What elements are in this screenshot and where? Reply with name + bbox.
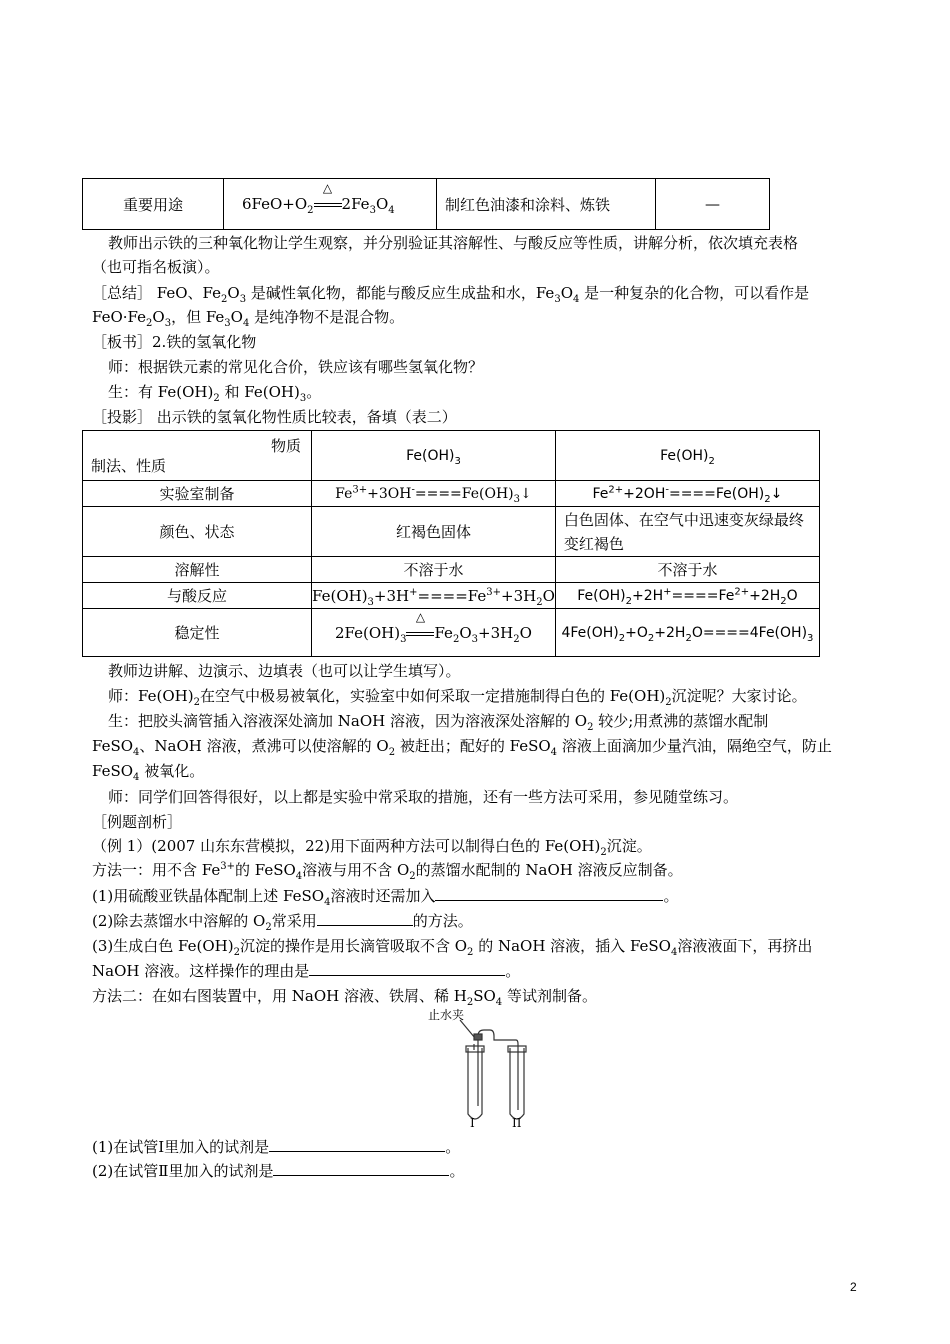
prep-feoh3: $Fe^{3+}+3OH^-====Fe(OH)_3↓$	[312, 481, 556, 507]
corner-bottom: 制法、性质	[91, 457, 167, 475]
para2-4: FeSO$_4$、NaOH 溶液，煮沸可以使溶解的 $O_2$ 被赶出；配好的 FeSO$_4$ 溶液上面滴加少量汽油，隔绝空气，防止	[92, 737, 832, 758]
sol-feoh3: 不溶于水	[312, 557, 556, 583]
eq-text: 6FeO+O	[242, 195, 308, 213]
eq-text: 2Fe	[341, 195, 370, 213]
answer-blank[interactable]	[273, 1161, 449, 1176]
para2-6: 师：同学们回答得很好，以上都是实验中常采取的措施，还有一些方法可采用，参见随堂练习。	[108, 788, 739, 806]
answer-blank[interactable]	[269, 1137, 445, 1152]
para2-5: FeSO$_4$ 被氧化。	[92, 762, 205, 783]
tube-1-label: I	[470, 1116, 475, 1130]
row-label: 溶解性	[83, 557, 312, 583]
para2-7: ［例题剖析］	[92, 813, 183, 831]
example-1: （例 1）(2007 山东东营模拟，22)用下面两种方法可以制得白色的 $Fe(OH)_2$沉淀。	[92, 837, 652, 858]
top-table	[82, 178, 770, 230]
question-2: (2)除去蒸馏水中溶解的 $O_2$常采用 的方法。	[92, 912, 473, 933]
apparatus-figure	[420, 1006, 540, 1134]
row-label: 与酸反应	[83, 583, 312, 609]
method-2: 方法二：在如右图装置中，用 NaOH 溶液、铁屑、稀 $H_2SO_4$ 等试剂制备。	[92, 987, 597, 1008]
question-3: (3)生成白色 $Fe(OH)_2$沉淀的操作是用长滴管吸取不含 $O_2$ 的 NaOH 溶液，插入 FeSO$_4$溶液液面下，再挤出	[92, 937, 813, 958]
acid-feoh3: $Fe(OH)_3+3H^+====Fe^{3+}+3H_2O$	[312, 583, 556, 609]
para-5: 师：根据铁元素的常见化合价，铁应该有哪些氢氧化物？	[108, 358, 484, 376]
tube-2-label: II	[512, 1116, 522, 1130]
heat-arrow: △	[314, 195, 342, 213]
stab-feoh2: $4Fe(OH)_2+O_2+2H_2O====4Fe(OH)_3$	[555, 609, 819, 657]
usage-label: 重要用途	[83, 179, 224, 230]
method-1: 方法一：用不含 $Fe^{3+}$的 FeSO$_4$溶液与用不含 $O_2$的蒸馏水配制的 NaOH 溶液反应制备。	[92, 861, 683, 882]
answer-blank[interactable]	[435, 886, 663, 901]
para-2: ［总结］ FeO、$Fe_2O_3$ 是碱性氧化物，都能与酸反应生成盐和水，$Fe_3O_4$ 是一种复杂的化合物，可以看作是	[92, 284, 810, 305]
row-label: 实验室制备	[83, 481, 312, 507]
question-1: (1)用硫酸亚铁晶体配制上述 FeSO$_4$溶液时还需加入 。	[92, 887, 679, 908]
fe3o4-usage: —	[656, 179, 770, 230]
para-3: $FeO\cdot Fe_2O_3$，但 $Fe_3O_4$ 是纯净物不是混合物。	[92, 308, 405, 329]
fe2o3-usage: 制红色油漆和涂料、炼铁	[437, 179, 656, 230]
para2-1: 教师边讲解、边演示、边填表（也可以让学生填写）。	[108, 662, 461, 680]
clamp-label: 止水夹	[428, 1008, 465, 1022]
para-1: 教师出示铁的三种氧化物让学生观察，并分别验证其溶解性、与酸反应等性质，讲解分析，依次填充表格	[108, 234, 799, 252]
row-label: 颜色、状态	[83, 507, 312, 557]
table-corner	[83, 431, 312, 481]
question-5: (2)在试管Ⅱ里加入的试剂是 。	[92, 1162, 465, 1180]
heat-arrow: △	[406, 624, 434, 642]
acid-feoh2: $Fe(OH)_2+2H^+====Fe^{2+}+2H_2O$	[555, 583, 819, 609]
hydroxide-table	[82, 430, 820, 657]
question-4: (1)在试管Ⅰ里加入的试剂是 。	[92, 1138, 461, 1156]
row-label: 稳定性	[83, 609, 312, 657]
apparatus-drawing	[420, 1006, 540, 1134]
para-1b: （也可指名板演）。	[92, 258, 220, 276]
para-4: ［板书］2.铁的氢氧化物	[92, 333, 257, 351]
para2-2: 师：$Fe(OH)_2$在空气中极易被氧化，实验室中如何采取一定措施制得白色的 $Fe(OH)_2$沉淀呢？大家讨论。	[108, 687, 807, 708]
color-feoh2: 白色固体、在空气中迅速变灰绿最终 变红褐色	[555, 507, 819, 557]
prep-feoh2: $Fe^{2+}+2OH^-====Fe(OH)_2↓$	[555, 481, 819, 507]
color-feoh3: 红褐色固体	[312, 507, 556, 557]
feo-usage: $6FeO+O_2$ △ $2Fe_3O_4$	[224, 179, 437, 230]
col-feoh3: $Fe(OH)_3$	[312, 431, 556, 481]
col-feoh2: $Fe(OH)_2$	[555, 431, 819, 481]
eq-text: O	[375, 195, 389, 213]
answer-blank[interactable]	[309, 961, 505, 976]
corner-top: 物质	[270, 437, 301, 455]
para-7: ［投影］ 出示铁的氢氧化物性质比较表，备填（表二）	[92, 408, 457, 426]
stab-feoh3: $2Fe(OH)_3$ △ $Fe_2O_3+3H_2O$	[312, 609, 556, 657]
question-3b: NaOH 溶液。这样操作的理由是 。	[92, 962, 521, 980]
sol-feoh2: 不溶于水	[555, 557, 819, 583]
answer-blank[interactable]	[317, 911, 413, 926]
page-number: 2	[850, 1280, 857, 1294]
para-6: 生：有 $Fe(OH)_2$ 和 $Fe(OH)_3$。	[108, 383, 322, 404]
para2-3: 生：把胶头滴管插入溶液深处滴加 NaOH 溶液，因为溶液深处溶解的 $O_2$ 较少;用煮沸的蒸馏水配制	[108, 712, 769, 733]
